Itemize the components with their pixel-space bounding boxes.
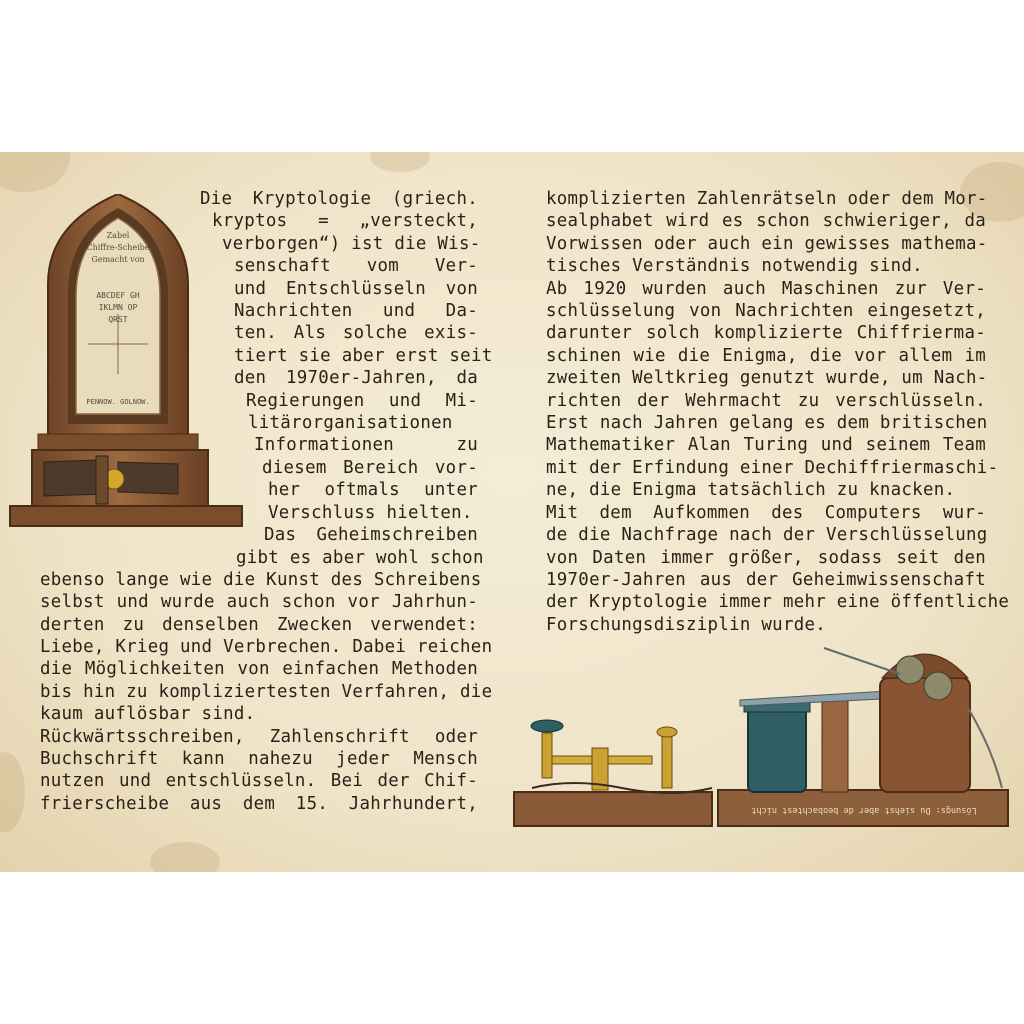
text-line: derten zu denselben Zwecken verwendet: bbox=[40, 614, 478, 635]
text-line: nutzen und entschlüsseln. Bei der Chif- bbox=[40, 771, 478, 792]
text-line: von Daten immer größer, sodass seit den bbox=[546, 547, 986, 568]
text-line: Liebe, Krieg und Verbrechen. Dabei reichen bbox=[40, 637, 493, 658]
text-line: gibt es aber wohl schon bbox=[236, 547, 484, 568]
text-line: bis hin zu kompliziertesten Verfahren, die bbox=[40, 681, 493, 702]
text-line: sealphabet wird es schon schwieriger, da bbox=[546, 211, 986, 232]
telegraph-inscription: Lösungs: Du siehst aber de beobachtest nicht bbox=[751, 805, 977, 815]
text-line: ebenso lange wie die Kunst des Schreibens bbox=[40, 569, 482, 590]
device-footer: PENNOW. GOLNOW. bbox=[86, 398, 150, 406]
book-spread bbox=[0, 152, 1024, 872]
text-line: kaum auflösbar sind. bbox=[40, 704, 256, 725]
text-line: Forschungsdisziplin wurde. bbox=[546, 614, 827, 635]
text-line: Ab 1920 wurden auch Maschinen zur Ver- bbox=[546, 278, 986, 299]
text-line: richten der Wehrmacht zu verschlüsseln. bbox=[546, 390, 986, 411]
text-line: Informationen zu bbox=[254, 435, 478, 456]
paper-stain bbox=[0, 752, 25, 832]
text-line: Das Geheimschreiben bbox=[264, 525, 478, 546]
text-line: schlüsselung von Nachrichten eingesetzt, bbox=[546, 301, 986, 322]
text-line: 1970er-Jahren aus der Geheimwissenschaft bbox=[546, 569, 986, 590]
text-line: litärorganisationen bbox=[248, 413, 453, 434]
text-line: und Entschlüsseln von bbox=[234, 278, 478, 299]
text-line: Die Kryptologie (griech. bbox=[200, 189, 478, 209]
text-line: ten. Als solche exis- bbox=[234, 323, 478, 344]
text-line: schinen wie die Enigma, die vor allem im bbox=[546, 345, 986, 366]
device-title-3: Gemacht von bbox=[91, 255, 145, 264]
paper-stain bbox=[0, 152, 70, 192]
telegraph-illustration bbox=[512, 638, 1012, 828]
paper-stain bbox=[150, 842, 220, 872]
text-line: Vorwissen oder auch ein gewisses mathema- bbox=[546, 233, 988, 254]
right-column-text bbox=[546, 188, 1010, 636]
text-line: Mathematiker Alan Turing und seinem Team bbox=[546, 435, 986, 456]
text-line: der Kryptologie immer mehr eine öffentliche bbox=[546, 592, 1010, 613]
text-line: mit der Erfindung einer Dechiffriermaschi- bbox=[546, 457, 999, 478]
text-line: die Möglichkeiten von einfachen Methoden bbox=[40, 659, 478, 680]
text-line: Mit dem Aufkommen des Computers wur- bbox=[546, 502, 986, 523]
paper-stain bbox=[370, 152, 430, 172]
text-line: ne, die Enigma tatsächlich zu knacken. bbox=[546, 480, 956, 501]
device-alphabet-1: ABCDEF GH bbox=[96, 291, 140, 300]
text-line: darunter solch komplizierte Chiffrierma- bbox=[546, 323, 986, 344]
text-line: Erst nach Jahren gelang es dem britischen bbox=[546, 413, 988, 434]
text-line: den 1970er-Jahren, da bbox=[234, 368, 478, 389]
device-title-1: Zabel bbox=[106, 231, 130, 240]
device-title-2: Chiffre-Scheibe bbox=[86, 243, 150, 252]
text-line: Nachrichten und Da- bbox=[234, 301, 478, 322]
text-line: senschaft vom Ver- bbox=[234, 256, 478, 277]
text-line: zweiten Weltkrieg genutzt wurde, um Nach- bbox=[546, 368, 988, 389]
text-line: de die Nachfrage nach der Verschlüsselung bbox=[546, 525, 988, 546]
text-line: Buchschrift kann nahezu jeder Mensch bbox=[40, 749, 478, 770]
text-line: diesem Bereich vor- bbox=[262, 457, 478, 478]
text-line: komplizierten Zahlenrätseln oder dem Mor- bbox=[546, 189, 988, 209]
device-alphabet-2: IKLMN OP bbox=[98, 303, 138, 312]
text-line: kryptos = „versteckt, bbox=[212, 211, 478, 232]
text-line: Rückwärtsschreiben, Zahlenschrift oder bbox=[40, 726, 478, 747]
text-line: selbst und wurde auch schon vor Jahrhun- bbox=[40, 592, 478, 613]
text-line: frierscheibe aus dem 15. Jahrhundert, bbox=[40, 793, 478, 814]
device-alphabet-3: QRST bbox=[108, 315, 128, 324]
text-line: tiert sie aber erst seit bbox=[234, 345, 493, 366]
left-column-wrapped-text bbox=[200, 188, 493, 569]
text-line: Regierungen und Mi- bbox=[246, 390, 478, 411]
text-line: Verschluss hielten. bbox=[268, 502, 473, 523]
text-line: tisches Verständnis notwendig sind. bbox=[546, 256, 923, 277]
text-line: her oftmals unter bbox=[268, 480, 478, 501]
text-line: verborgen“) ist die Wis- bbox=[222, 233, 481, 254]
left-column-full-text bbox=[40, 569, 493, 815]
